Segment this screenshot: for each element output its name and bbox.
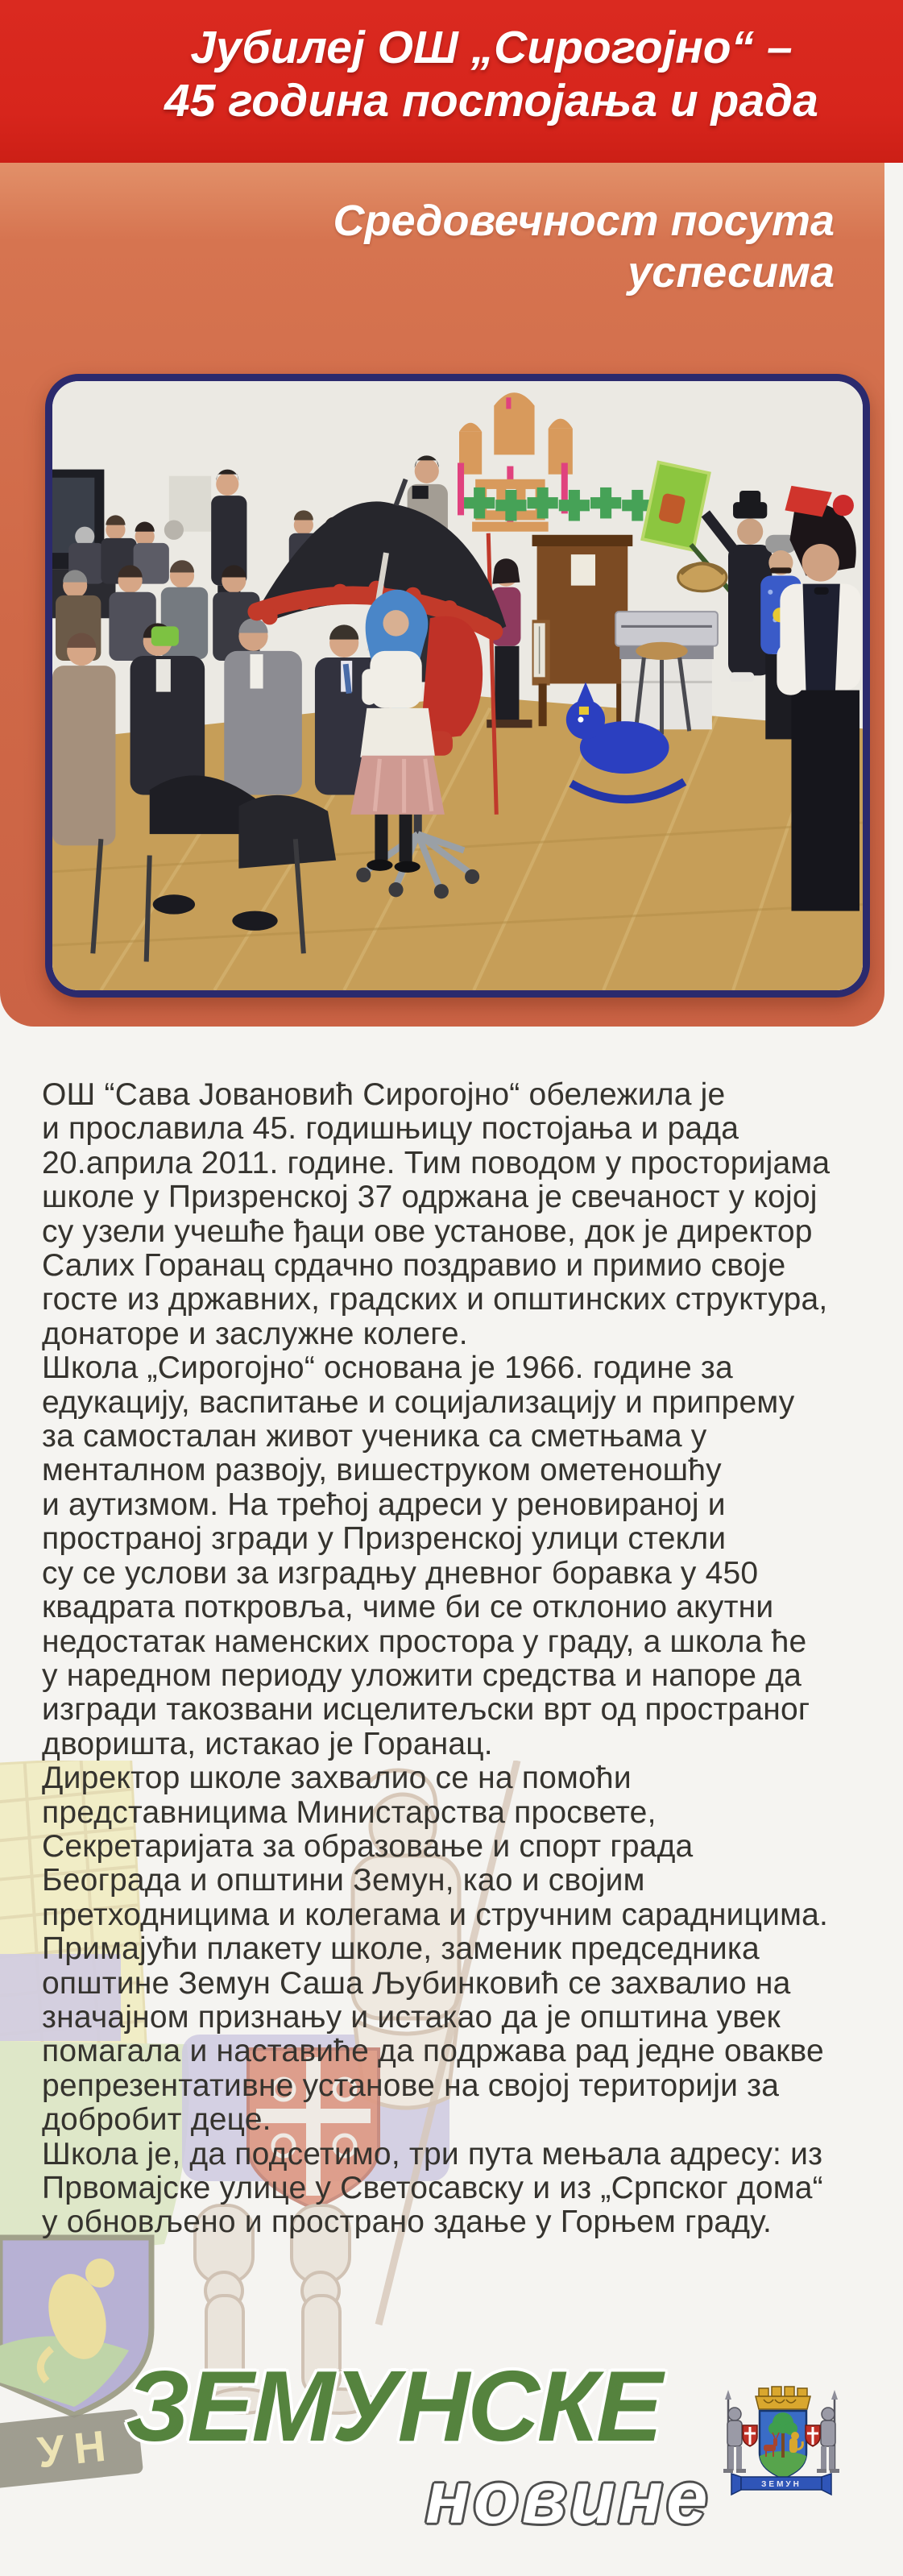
article-line: у наредном периоду уложити средства и напоре да <box>42 1657 802 1693</box>
article-line: Београда и општини Земун, као и својим <box>42 1863 645 1898</box>
article-subtitle-line1: Средовечност посута <box>333 197 835 245</box>
article-line: добробит деце. <box>42 2102 271 2138</box>
article-line: у обновљено и пространо здање у Горњем граду. <box>42 2205 773 2240</box>
article-line: Школа је, да подсетимо, три пута мењала адресу: из <box>42 2136 823 2172</box>
crest-knight-right-icon <box>806 2390 839 2473</box>
crest-shield-icon <box>760 2411 806 2479</box>
article-line: изгради такозвани исцелитељски врт од пространог <box>42 1692 810 1728</box>
watermark-zemun-band <box>0 2408 143 2488</box>
crest-crown-icon <box>756 2387 810 2409</box>
article-line: донаторе и заслужне колеге. <box>42 1316 468 1351</box>
photo-red-flower <box>833 495 854 516</box>
article-line: су се услови за изградњу дневног боравка у 450 <box>42 1555 759 1591</box>
article-line: недостатак наменских простора у граду, а школа ће <box>42 1624 807 1659</box>
crest-right-shield-icon <box>806 2425 820 2446</box>
article-line: значајном признању и истакао да је општина увек <box>42 1999 781 2035</box>
crest-knight-left-icon <box>723 2390 757 2473</box>
article-line: квадрата поткровља, чиме би се отклонио акутни <box>42 1590 774 1625</box>
article-line: дворишта, истакао је Горанац. <box>42 1726 493 1761</box>
article-line: су узели учешће ђаци ове установе, док је директор <box>42 1213 813 1249</box>
article-line: претходницима и колегама и стручним сарадницима. <box>42 1897 829 1932</box>
masthead-title: ЗЕМУНСКЕ <box>126 2351 661 2462</box>
article-line: и прославила 45. годишњицу постојања и рада <box>42 1111 739 1147</box>
photo-scene <box>52 381 863 990</box>
crest-ribbon-label: ЗЕМУН <box>761 2480 802 2489</box>
masthead-subtitle: новине <box>425 2457 711 2539</box>
watermark-band-text: УН <box>35 2420 118 2478</box>
article-line: 20.априла 2011. године. Тим поводом у просторијама <box>42 1145 831 1180</box>
article-line: школе у Призренској 37 одржана је свечаност у којој <box>42 1180 818 1215</box>
article-line: пространој згради у Призренској улици стекли <box>42 1521 727 1557</box>
zemun-coat-of-arms <box>710 2377 852 2499</box>
article-line: госте из државних, градских и општинских структура, <box>42 1282 828 1317</box>
photo-keyboard-synth <box>615 612 718 729</box>
article-line: менталном развоју, вишеструком ометеношћу <box>42 1453 722 1488</box>
article-line: Салих Горанац срдачно поздравио и примио своје <box>42 1248 786 1284</box>
crest-left-shield-icon <box>743 2425 757 2446</box>
article-line: едукацију, васпитање и социјализацију и припрему <box>42 1384 795 1420</box>
article-line: ОШ “Сава Јовановић Сирогојно“ обележила је <box>42 1077 726 1112</box>
article-line: Директор школе захвалио се на помоћи <box>42 1761 632 1796</box>
page-title-line1: Јубилеј ОШ „Сирогојно“ – <box>190 22 793 73</box>
article-line: општине Земун Саша Љубинковић се захвалио на <box>42 1965 791 2001</box>
article-line: и аутизмом. На трећој адреси у реновираној и <box>42 1487 726 1522</box>
article-subtitle-line2: успесима <box>628 248 835 297</box>
crest-ribbon <box>731 2474 831 2495</box>
article-subtitle <box>333 195 835 298</box>
article-line: Примајући плакету школе, заменик председника <box>42 1931 760 1967</box>
page-title-line2: 45 година постојања и рада <box>164 75 818 127</box>
article-line: представницима Министарства просвете, <box>42 1794 657 1830</box>
article-line: Школа „Сирогојно“ основана је 1966. године за <box>42 1350 733 1386</box>
photo-basket <box>678 563 727 591</box>
article-line: Секретаријата за образовање и спорт града <box>42 1828 694 1864</box>
article-body <box>42 1078 830 2240</box>
page-title <box>89 21 894 127</box>
article-line: за самосталан живот ученика са сметњама у <box>42 1419 707 1454</box>
article-photo <box>45 374 870 998</box>
article-line: репрезентативне установе на својој територији за <box>42 2068 780 2103</box>
article-line: помагала и наставиће да подржава рад једне овакве <box>42 2034 824 2069</box>
header-banner <box>0 0 903 163</box>
article-line: Првомајске улице у Светосавску и из „Српског дома“ <box>42 2171 823 2205</box>
